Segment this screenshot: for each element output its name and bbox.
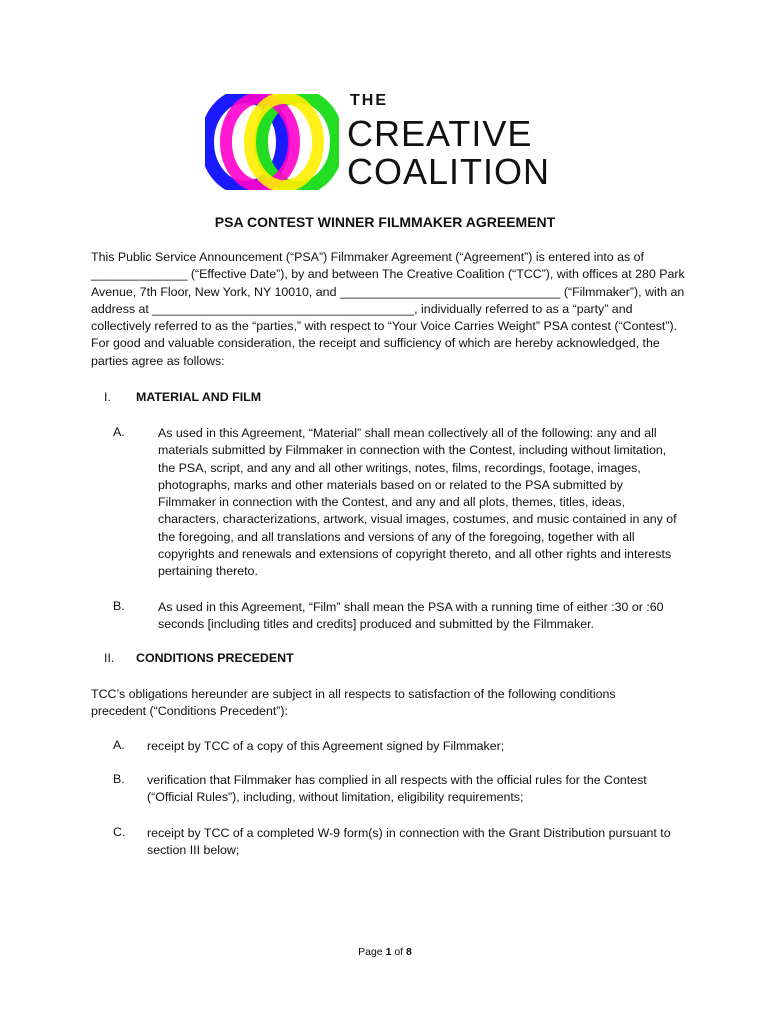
section-1-item-b-label: B.: [113, 599, 125, 613]
section-1-item-a-text: As used in this Agreement, “Material” shall mean collectively all of the following: any and all materials submitted by Filmmaker in connection with the Contest, including without limitation, the PSA, script, and any and all other writings, notes, films, recordings, footage, images, photographs, marks and other materials based on or related to the PSA submitted by Filmmaker in connection with the Contest, and any and all plots, themes, titles, ideas, characters, characterizations, artwork, visual images, costumes, and music contained in any of the foregoing, and all translations and versions of any of the foregoing, together with all copyrights and renewals and extensions of copyright thereto, and all other rights and interests pertaining thereto.: [158, 426, 677, 579]
section-2-item-c-text: receipt by TCC of a completed W-9 form(s) in connection with the Grant Distribution pursuant to section III below;: [147, 826, 671, 858]
logo-creative-text: CREATIVE: [347, 113, 533, 154]
logo-coalition-text: COALITION: [347, 151, 551, 192]
logo-rings-icon: [205, 94, 339, 190]
section-1-item-b-text: As used in this Agreement, “Film” shall mean the PSA with a running time of either :30 or :60 seconds [including titles and credits] produced and submitted by the Filmmaker.: [158, 600, 664, 632]
section-2-item-c-label: C.: [113, 825, 126, 839]
section-2-intro: TCC’s obligations hereunder are subject in all respects to satisfaction of the following conditions precedent (“Conditions Precedent”):: [91, 687, 616, 719]
section-2-heading: CONDITIONS PRECEDENT: [136, 651, 294, 665]
footer-total-pages: 8: [406, 946, 412, 958]
section-1-item-a-label: A.: [113, 425, 125, 439]
intro-paragraph: This Public Service Announcement (“PSA”) Filmmaker Agreement (“Agreement”) is entered into as of ______________ (“Effective Date”), by and between The Creative Coalition (“TCC”), with offices at 280 Park Avenue, 7th Floor, New York, NY 10010, and ________________________________ (“Filmmaker”), with an address at ______________________________________, individually referred to as a “party” and collectively referred to as the “parties,” with respect to “Your Voice Carries Weight” PSA contest (“Contest”). For good and valuable consideration, the receipt and sufficiency of which are hereby acknowledged, the parties agree as follows:: [91, 250, 685, 368]
section-2-item-a-text: receipt by TCC of a copy of this Agreement signed by Filmmaker;: [147, 739, 505, 753]
logo-the-text: THE: [350, 92, 388, 109]
section-2-item-b-label: B.: [113, 772, 125, 786]
footer-current-page: 1: [385, 946, 392, 958]
creative-coalition-logo: [205, 88, 575, 192]
section-2-item-a-label: A.: [113, 738, 125, 752]
page-footer: [0, 946, 770, 958]
document-title: PSA CONTEST WINNER FILMMAKER AGREEMENT: [214, 214, 556, 230]
footer-page-word: Page: [358, 946, 383, 958]
section-2-number: II.: [104, 651, 115, 665]
section-2-item-b-text: verification that Filmmaker has complied in all respects with the official rules for the Contest (“Official Rules”), including, without limitation, eligibility requirements;: [147, 773, 647, 805]
section-1-number: I.: [104, 390, 111, 404]
footer-of-word: of: [394, 946, 404, 958]
section-1-heading: MATERIAL AND FILM: [136, 390, 262, 404]
